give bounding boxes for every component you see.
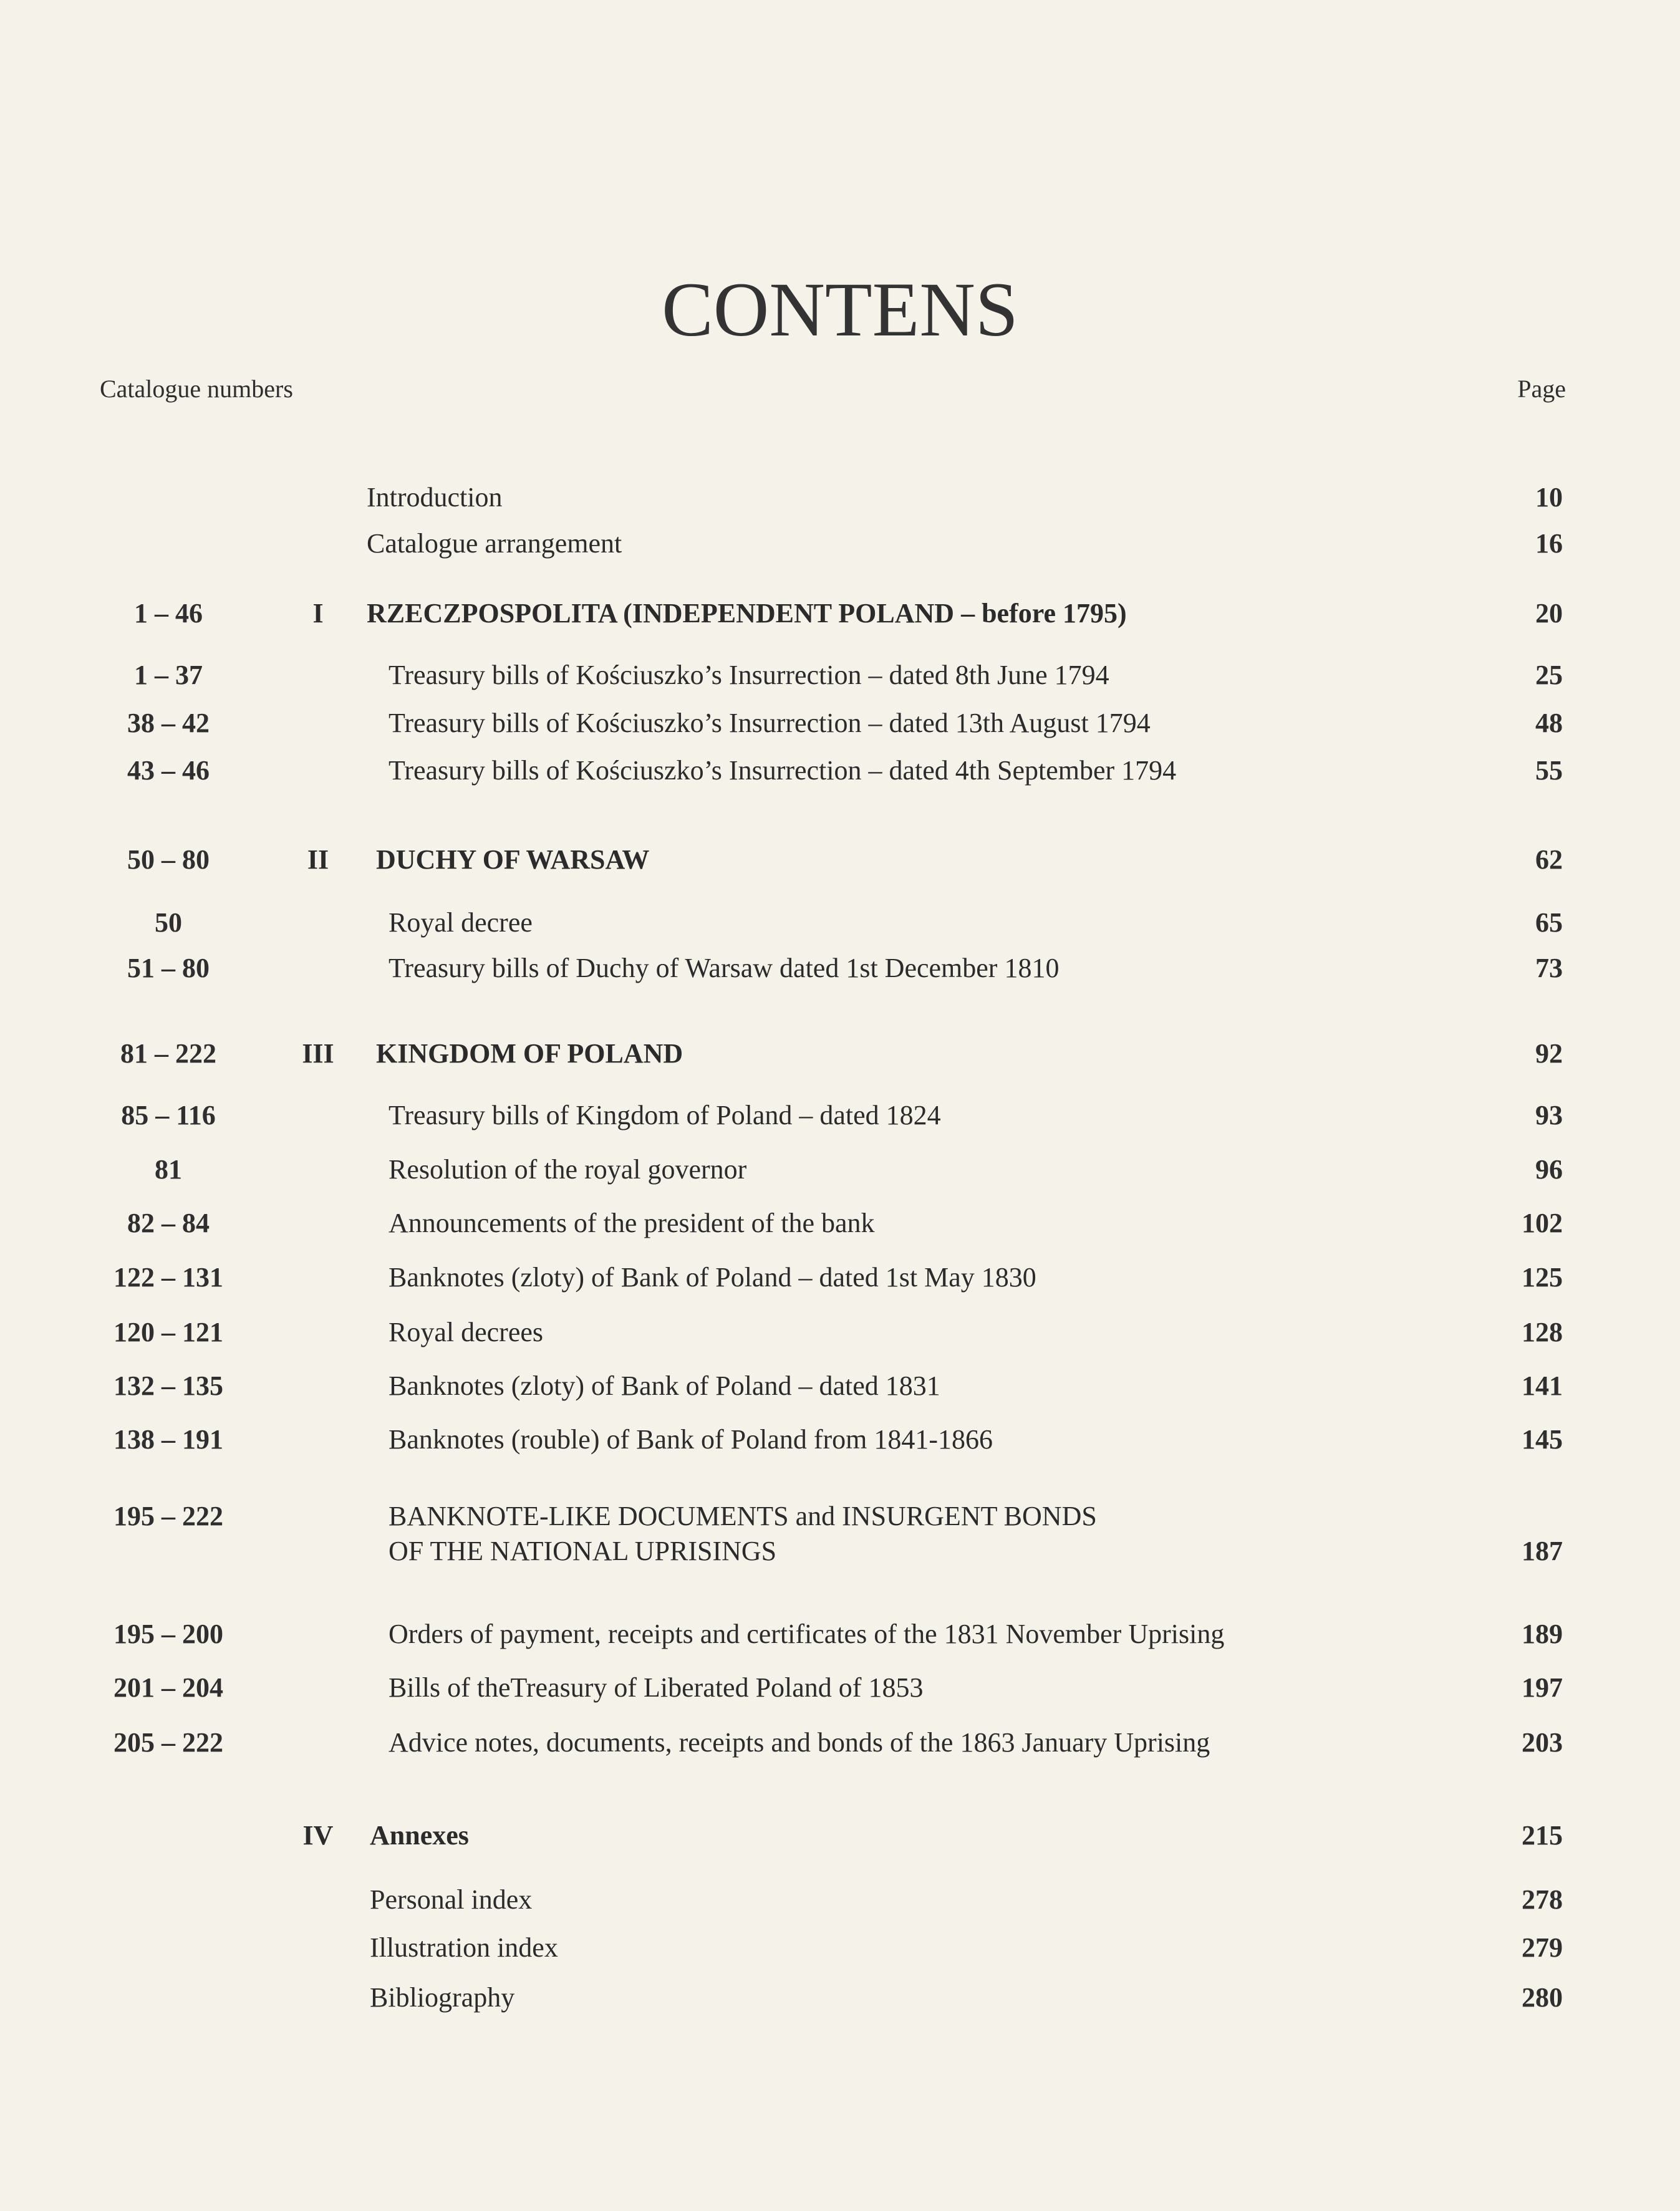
entry-catalogue-range: 195 – 200 — [113, 1619, 223, 1649]
entry-catalogue-range: 82 – 84 — [127, 1208, 210, 1238]
entry-catalogue-range: 1 – 37 — [134, 660, 203, 690]
entry-page: 203 — [1522, 1727, 1563, 1758]
entry-catalogue-range: 195 – 222 — [113, 1501, 223, 1531]
entry-title: RZECZPOSPOLITA (INDEPENDENT POLAND – before 1795) — [367, 598, 1127, 629]
entry-page: 189 — [1522, 1619, 1563, 1649]
entry-section-number: I — [312, 598, 324, 629]
entry-catalogue-range: 201 – 204 — [113, 1672, 223, 1703]
entry-catalogue-range: 81 — [155, 1154, 182, 1185]
entry-page: 278 — [1522, 1884, 1563, 1915]
entry-page: 145 — [1522, 1424, 1563, 1455]
entry-section-number: IV — [302, 1820, 334, 1851]
entry-title: Advice notes, documents, receipts and bonds of the 1863 January Uprising — [389, 1727, 1210, 1758]
entry-catalogue-range: 50 – 80 — [127, 844, 210, 875]
entry-page: 96 — [1535, 1154, 1563, 1185]
entry-catalogue-range: 205 – 222 — [113, 1727, 223, 1758]
entry-section-number: II — [307, 844, 329, 875]
entry-page: 55 — [1535, 755, 1563, 786]
entry-catalogue-range: 85 – 116 — [121, 1100, 216, 1130]
page-title: CONTENS — [662, 267, 1018, 352]
entry-catalogue-range: 43 – 46 — [127, 755, 210, 786]
entry-catalogue-range: 1 – 46 — [134, 598, 203, 629]
entry-title: KINGDOM OF POLAND — [376, 1038, 683, 1069]
entry-title: BANKNOTE-LIKE DOCUMENTS and INSURGENT BONDS — [389, 1501, 1097, 1531]
entry-title: Treasury bills of Kościuszko’s Insurrection – dated 13th August 1794 — [389, 708, 1151, 738]
entry-page: 73 — [1535, 953, 1563, 983]
entry-page: 280 — [1522, 1982, 1563, 2013]
entry-title: Orders of payment, receipts and certificates of the 1831 November Uprising — [389, 1619, 1225, 1649]
entry-page: 48 — [1535, 708, 1563, 738]
entry-page: 10 — [1535, 482, 1563, 513]
entry-title: Resolution of the royal governor — [389, 1154, 747, 1185]
entry-page: 141 — [1522, 1370, 1563, 1401]
entry-title: Treasury bills of Kościuszko’s Insurrection – dated 8th June 1794 — [389, 660, 1109, 690]
entry-title: Personal index — [370, 1884, 533, 1915]
entry-page: 93 — [1535, 1100, 1563, 1130]
entry-title: Treasury bills of Duchy of Warsaw dated 1st December 1810 — [389, 953, 1060, 983]
entry-section-number: III — [302, 1038, 334, 1069]
page-header: Page — [1517, 375, 1566, 403]
entry-page: 197 — [1522, 1672, 1563, 1703]
entry-title: DUCHY OF WARSAW — [376, 844, 650, 875]
entry-title: Royal decrees — [389, 1317, 543, 1347]
entry-page: 187 — [1522, 1536, 1563, 1566]
entry-title: Banknotes (zloty) of Bank of Poland – dated 1831 — [389, 1370, 940, 1401]
entry-page: 92 — [1535, 1038, 1563, 1069]
entry-catalogue-range: 138 – 191 — [113, 1424, 223, 1455]
entry-title: Bills of theTreasury of Liberated Poland of 1853 — [389, 1672, 924, 1703]
entry-title: Banknotes (zloty) of Bank of Poland – dated 1st May 1830 — [389, 1262, 1036, 1293]
entry-title: Introduction — [367, 482, 503, 513]
entry-page: 102 — [1522, 1208, 1563, 1238]
entry-catalogue-range: 50 — [155, 907, 182, 938]
entry-catalogue-range: 81 – 222 — [120, 1038, 216, 1069]
entry-title: Annexes — [370, 1820, 469, 1851]
entry-title: Bibliography — [370, 1982, 515, 2013]
entry-catalogue-range: 51 – 80 — [127, 953, 210, 983]
catalogue-numbers-header: Catalogue numbers — [100, 375, 293, 403]
entry-title: OF THE NATIONAL UPRISINGS — [389, 1536, 777, 1566]
entry-title: Announcements of the president of the bank — [389, 1208, 875, 1238]
entry-title: Treasury bills of Kościuszko’s Insurrection – dated 4th September 1794 — [389, 755, 1177, 786]
entry-page: 128 — [1522, 1317, 1563, 1347]
entry-page: 215 — [1522, 1820, 1563, 1851]
entry-catalogue-range: 38 – 42 — [127, 708, 210, 738]
entry-page: 20 — [1535, 598, 1563, 629]
entry-title: Treasury bills of Kingdom of Poland – dated 1824 — [389, 1100, 941, 1130]
entry-page: 65 — [1535, 907, 1563, 938]
entry-page: 279 — [1522, 1932, 1563, 1963]
entry-title: Catalogue arrangement — [367, 528, 622, 559]
entry-title: Illustration index — [370, 1932, 558, 1963]
entry-catalogue-range: 120 – 121 — [113, 1317, 223, 1347]
entry-catalogue-range: 132 – 135 — [113, 1370, 223, 1401]
entry-title: Royal decree — [389, 907, 533, 938]
entry-page: 62 — [1535, 844, 1563, 875]
entry-page: 25 — [1535, 660, 1563, 690]
entry-catalogue-range: 122 – 131 — [113, 1262, 223, 1293]
entry-page: 16 — [1535, 528, 1563, 559]
entry-page: 125 — [1522, 1262, 1563, 1293]
entry-title: Banknotes (rouble) of Bank of Poland from 1841-1866 — [389, 1424, 993, 1455]
